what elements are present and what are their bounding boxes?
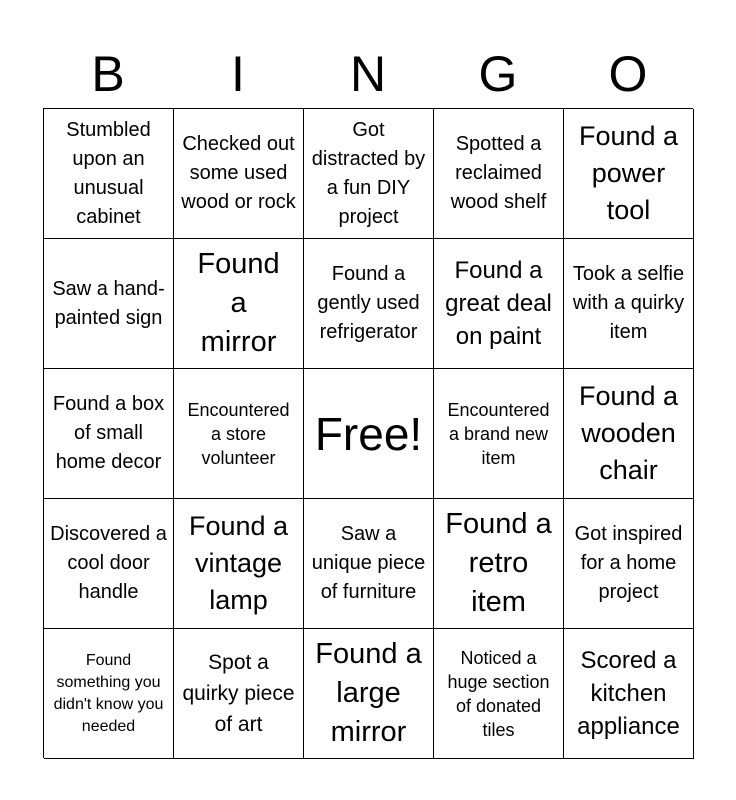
bingo-cell[interactable]	[434, 109, 564, 239]
cell-text: Took a selfie with a quirky item	[572, 263, 685, 343]
cell-text: Found a large mirror	[315, 638, 422, 748]
cell-text: Found something you didn't know you needed	[53, 651, 164, 735]
cell-text: Saw a hand-painted sign	[52, 277, 165, 329]
bingo-cell[interactable]	[564, 369, 694, 499]
header-letter-i: I	[231, 46, 245, 102]
cell-text: Spotted a reclaimed wood shelf	[450, 133, 547, 213]
cell-text: Found a vintage lamp	[188, 511, 289, 615]
bingo-cell-free[interactable]	[304, 369, 434, 499]
bingo-cell[interactable]	[174, 499, 304, 629]
cell-text: Noticed a huge section of donated tiles	[447, 647, 550, 740]
bingo-header	[43, 44, 693, 104]
cell-text: Encountered a store volunteer	[187, 399, 290, 468]
cell-text: Encountered a brand new item	[447, 399, 550, 468]
cell-text: Found a gently used refrigerator	[317, 263, 420, 343]
header-letter-g: G	[478, 46, 518, 102]
cell-text: Found a wooden chair	[578, 381, 679, 485]
cell-text: Found a great deal on paint	[445, 257, 552, 350]
bingo-cell[interactable]	[174, 629, 304, 759]
bingo-cell[interactable]	[174, 239, 304, 369]
bingo-cell[interactable]	[304, 239, 434, 369]
bingo-cell[interactable]	[44, 499, 174, 629]
bingo-cell[interactable]	[564, 629, 694, 759]
bingo-cell[interactable]	[434, 499, 564, 629]
cell-text: Checked out some used wood or rock	[181, 133, 296, 213]
bingo-cell[interactable]	[44, 109, 174, 239]
cell-text: Scored a kitchen appliance	[577, 647, 680, 740]
bingo-cell[interactable]	[44, 629, 174, 759]
cell-text: Found a box of small home decor	[52, 393, 165, 473]
bingo-cell[interactable]	[174, 109, 304, 239]
cell-text: Got inspired for a home project	[574, 523, 683, 603]
free-space-text: Free!	[314, 407, 423, 460]
header-letter-b: B	[91, 46, 125, 102]
bingo-cell[interactable]	[174, 369, 304, 499]
bingo-cell[interactable]	[564, 239, 694, 369]
bingo-cell[interactable]	[564, 499, 694, 629]
bingo-cell[interactable]	[564, 109, 694, 239]
bingo-cell[interactable]	[44, 369, 174, 499]
header-letter-n: N	[349, 46, 387, 102]
bingo-cell[interactable]	[304, 109, 434, 239]
bingo-cell[interactable]	[44, 239, 174, 369]
cell-text: Found a power tool	[578, 121, 679, 225]
bingo-cell[interactable]	[434, 239, 564, 369]
bingo-board	[43, 108, 693, 758]
header-letter-o: O	[608, 46, 648, 102]
cell-text: Stumbled upon an unusual cabinet	[66, 118, 151, 228]
bingo-cell[interactable]	[434, 629, 564, 759]
bingo-cell[interactable]	[304, 499, 434, 629]
cell-text: Saw a unique piece of furniture	[311, 523, 426, 603]
cell-text: Found a mirror	[197, 248, 280, 358]
bingo-cell[interactable]	[434, 369, 564, 499]
cell-text: Discovered a cool door handle	[50, 523, 167, 603]
cell-text: Got distracted by a fun DIY project	[311, 118, 426, 228]
bingo-cell[interactable]	[304, 629, 434, 759]
cell-text: Found a retro item	[445, 508, 552, 618]
cell-text: Spot a quirky piece of art	[182, 651, 295, 736]
